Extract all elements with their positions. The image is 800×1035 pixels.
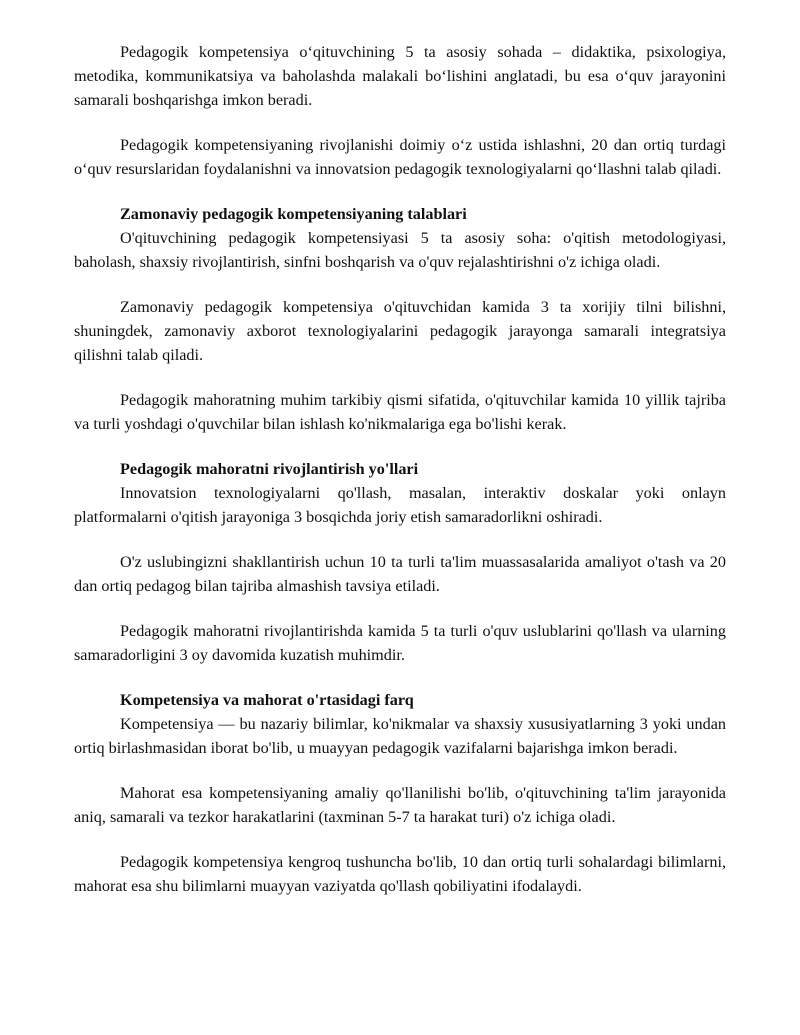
paragraph: Innovatsion texnologiyalarni qo'llash, masalan, interaktiv doskalar yoki onlayn platformalarni o'qitish jarayoniga 3 bosqichda joriy etish samaradorlikni oshiradi. <box>74 484 726 526</box>
section-heading: Kompetensiya va mahorat o'rtasidagi farq <box>120 691 414 709</box>
paragraph: O'qituvchining pedagogik kompetensiyasi 5 ta asosiy soha: o'qitish metodologiyasi, baholash, shaxsiy rivojlantirish, sinfni boshqarish va o'quv rejalashtirishni o'z ichiga oladi. <box>74 229 726 271</box>
paragraph: Pedagogik kompetensiya kengroq tushuncha bo'lib, 10 dan ortiq turli sohalardagi bilimlarni, mahorat esa shu bilimlarni muayyan vaziyatda qo'llash qobiliyatini ifodalaydi. <box>74 853 726 895</box>
paragraph: Pedagogik kompetensiyaning rivojlanishi doimiy o‘z ustida ishlashni, 20 dan ortiq turdagi o‘quv resurslaridan foydalanishni va innovatsion pedagogik texnologiyalarni qo‘llashni talab qiladi. <box>74 136 726 178</box>
paragraph: O'z uslubingizni shakllantirish uchun 10 ta turli ta'lim muassasalarida amaliyot o'tash va 20 dan ortiq pedagog bilan tajriba almashish tavsiya etiladi. <box>74 553 726 595</box>
section-heading: Pedagogik mahoratni rivojlantirish yo'llari <box>120 460 419 478</box>
document-body <box>74 40 726 919</box>
paragraph: Pedagogik mahoratning muhim tarkibiy qismi sifatida, o'qituvchilar kamida 10 yillik tajriba va turli yoshdagi o'quvchilar bilan ishlash ko'nikmalariga ega bo'lishi kerak. <box>74 391 726 433</box>
section-heading: Zamonaviy pedagogik kompetensiyaning talablari <box>120 205 467 223</box>
paragraph: Pedagogik kompetensiya o‘qituvchining 5 ta asosiy sohada – didaktika, psixologiya, metodika, kommunikatsiya va baholashda malakali bo‘lishini anglatadi, bu esa o‘quv jarayonini samarali boshqarishga imkon beradi. <box>74 43 726 109</box>
paragraph: Zamonaviy pedagogik kompetensiya o'qituvchidan kamida 3 ta xorijiy tilni bilishni, shuningdek, zamonaviy axborot texnologiyalarini pedagogik jarayonga samarali integratsiya qilishni talab qiladi. <box>74 298 726 364</box>
paragraph: Pedagogik mahoratni rivojlantirishda kamida 5 ta turli o'quv uslublarini qo'llash va ularning samaradorligini 3 oy davomida kuzatish muhimdir. <box>74 622 726 664</box>
paragraph: Kompetensiya — bu nazariy bilimlar, ko'nikmalar va shaxsiy xususiyatlarning 3 yoki undan ortiq birlashmasidan iborat bo'lib, u muayyan pedagogik vazifalarni bajarishga imkon beradi. <box>74 715 726 757</box>
paragraph: Mahorat esa kompetensiyaning amaliy qo'llanilishi bo'lib, o'qituvchining ta'lim jarayonida aniq, samarali va tezkor harakatlarini (taxminan 5-7 ta harakat turi) o'z ichiga oladi. <box>74 784 726 826</box>
